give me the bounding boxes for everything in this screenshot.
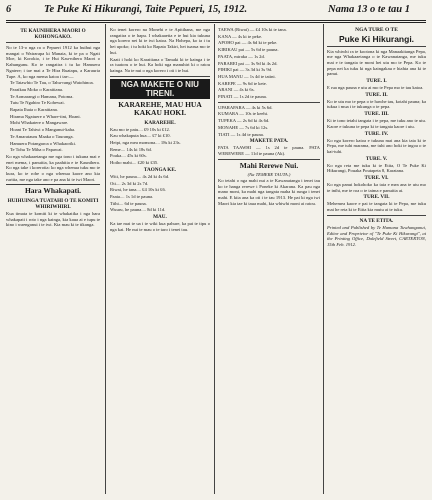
page-number: 6 (6, 4, 12, 15)
market-subheading: MAU. (153, 214, 167, 221)
price-line: ARANI — 4s ki 6s. (218, 87, 255, 93)
price-line: KANA — 4s ki te peke. (218, 33, 263, 39)
rule-title: TURE. II. (365, 91, 388, 98)
rule-text: E rua nga pauna e utu ai mo te Pepa mo te tau katoa. (327, 85, 424, 91)
column-2 (110, 27, 210, 494)
price-line: TIATI — 1s 4d te pauna. (218, 131, 264, 137)
market-line: Wuuru, he pauna.... 8d ki 11d. (110, 207, 166, 213)
member-entry: Te Aomarangi o Hamana, Potoma. (10, 93, 74, 99)
price-line: TAEWA (Riwai) — £4 10s ki te tana. (218, 27, 287, 32)
price-line: PIHIKI pai — 3s 3d ki 3s 9d. (218, 67, 273, 73)
column-1 (6, 27, 100, 494)
price-line: KUMARA — 10s te keehi. (218, 111, 269, 117)
article-body: Ko tetahi o nga mahi nui a te Kawanatanga i tenei tau ko te hanga rerewe i Poneke ki Akarana. Ka pau nga mano moni, ka mahi nga tangata maha ki runga i tenei mahi. E kiia ana ka oti i te tau 1913. He pai ki nga iwi Maori kia tae ki taua mahi, kia whiwhi moni ai ratou. (218, 177, 320, 206)
rules-intro: Kia whiwhi ra te kootona ki nga Manaakitanga Pepa, me nga Whakaaetanga o te Kawanatanga, me tuku mai e te tangata te moni hei utu mo te Pepa. Ko te pepa nei ka tuku ki nga kaingakau e hiahia ana ki te panui. (327, 48, 426, 77)
rule-text: Mehemea kaore e pai te tangata ki te Pepa, me tuku mai he reta ki te Etita kia mutu ai te tuku. (327, 201, 426, 213)
member-entry: Hamuera Potangaroa o Whakaoriki. (10, 140, 76, 146)
price-line: TUPEKA — 2s 6d ki 4s 6d. (218, 118, 270, 124)
editor-heading: NA TE ETITA. (359, 217, 394, 224)
section-subheading: HUIHUINGA TUATAHI O TE KOMITI WHIRIWHIRI. (7, 197, 99, 210)
column-divider (214, 24, 215, 494)
rule-text: Ko nga reta me tuku ki te Etita, O Te Puke Ki Hikurangi, Pouaka Poutapeta 8, Karatana. (327, 162, 426, 174)
column-divider (105, 24, 106, 494)
article-body: Ko nga whakaaetanga me nga tono i tukuna mai e enei mema, i panuitia, ka paahitia e te Kaunihera. Ko nga take i korerotia: ko nga whenua tuku mo te kura, ko te rohe o nga whenua kaore ano kia ruritia, me nga take ano e pa ana ki te iwi Maori. (6, 153, 100, 182)
article-byline: (Na TEMERE TAUTA.) (247, 172, 291, 178)
page-header (6, 4, 426, 20)
market-line: Kau mo te patu.... £9 10s ki £12. (110, 126, 170, 132)
member-entry: Te Tohu Te Miha o Papawai. (10, 147, 63, 153)
market-line: Riwai, he tana.... £4 10s ki £6. (110, 187, 166, 193)
article-heading: TE KAUNIHERA MAORI O KOHONGAKO. (20, 28, 86, 40)
member-entry: Hirama Ngatuere o Whare-tini, Hoani. (10, 113, 81, 119)
rules-masthead-top: NGA TURE O TE (355, 27, 398, 33)
member-entry: Te Taiawhio Te Tau, o Tahu-rangi Waiohinoa. (10, 80, 94, 86)
divider (327, 46, 426, 47)
price-line: HUA MANU — 1s 4d te tatini. (218, 73, 276, 79)
divider (6, 42, 100, 43)
divider (218, 159, 320, 160)
market-line: Kau whakaputa hua.... £7 ki £10. (110, 133, 171, 139)
rule-text: Ko nga panui hokohoko ka taia e mea ana te utu mo te inihi, me te roa o te taima e panuitia ai. (327, 182, 426, 193)
price-line: PINATI — 1s 2d te pauna. (218, 94, 267, 100)
rule-title: TURE. I. (366, 78, 387, 85)
section-body: PATA TAAWHI — 1s 2d te pauna. PATA WEREWERE — 11d te pauna (Ak). (218, 145, 320, 156)
market-line: Hoiho mahi.... £20 ki £35. (110, 160, 159, 166)
newspaper-title: Te Puke Ki Hikurangi, Taite Pepueri, 15, 1912. (44, 4, 248, 15)
rule-text: Ki te tono tetahi tangata i te pepa, me tuku ano te utu. Kaore e tukuna te pepa ki te tangata kaore i utu. (327, 118, 426, 129)
market-line: Witi, he pauna.... 4s 2d ki 4s 6d. (110, 173, 170, 179)
section-body: Kua timata te komiti ki te whakatika i nga hara whakapati i roto i nga kainga, kia kaua ai e tupu te kino i waenganui i te iwi. Kia mau ki te tikanga. (6, 210, 100, 228)
member-entry: Hoani Te Tahiwi o Manganui-kaha. (10, 127, 76, 133)
rule-text: Ko nga korero katoa e tukuna mai ana kia taia ki te Pepa, me tuhi marama, me tuhi ano hoki te ingoa o te kai-tuhi. (327, 137, 426, 154)
member-entry: Te Amaratauru Maaka o Tauranga. (10, 133, 74, 139)
divider (6, 184, 100, 185)
market-line: Paata.... 1s 1d te pauna. (110, 193, 154, 199)
member-entry: Mohi Whakatere o Mangaware. (10, 120, 69, 126)
market-line: Reme.... 14s ki 18s 6d. (110, 146, 152, 152)
rule-title: TURE. IV. (364, 130, 389, 137)
divider (218, 102, 320, 103)
member-entry: Paraikau Moko o Karaitiana. (10, 86, 64, 92)
rule-title: TURE. III. (364, 111, 389, 118)
issue-number: Nama 13 o te tau 1 (328, 4, 410, 15)
market-subheading: TAONGA KE. (143, 166, 177, 173)
market-line: Poaka.... 45s ki 60s. (110, 153, 147, 159)
article-paragraph: Kaati i hoki ko Karaitiana o Tamaki ki te kainga i te ra tuatoru o te hui. Ka hoki nga manuhiri ki o ratou kainga. Na te nui o nga korero i oti i te hui. (110, 56, 210, 73)
header-rule-2 (6, 22, 426, 23)
rules-masthead-title: Puke Ki Hikurangi. (338, 33, 415, 44)
market-subheading: KARAREHE. (144, 119, 176, 126)
member-entry: Tutu Te Ngahiro Te Kohewai. (10, 100, 65, 106)
article-heading: Mahi Rerewe Nui. (239, 160, 299, 170)
column-4 (327, 27, 426, 494)
markets-banner: NGA MAKETE O NIU TIRENI. (110, 79, 210, 99)
header-rule (6, 20, 426, 21)
price-line: KAREPE — 9s 6d te kete. (218, 80, 267, 86)
imprint: Printed and Published by Te Hamana Tuwhanganui, Editor and Proprietor of "Te Puke Ki Hikurangi", at the Printing Office, Dalefield Street, CARTERTON, 15th Feb. 1912. (327, 224, 426, 247)
rule-title: TURE. VII. (363, 194, 390, 201)
member-entry: Rapata Ihaia o Karaitiana. (10, 107, 58, 113)
member-list (6, 80, 100, 153)
section-heading: Hara Whakapati. (24, 186, 82, 196)
column-divider (323, 24, 324, 494)
price-line: PAATA, miraka — 1s 2d. (218, 53, 265, 59)
section-subheading: MAKETE PATA. (249, 138, 289, 145)
market-line: Tiihi.... 6d te pauna. (110, 200, 147, 206)
market-line: Oti.... 2s 3d ki 2s 7d. (110, 180, 149, 186)
market-body: Ka tae mai te ua i te wiki kua pahure, ka pai te tipu o nga kai. He nui te mau o te taro i tenei tau. (110, 221, 210, 232)
rule-text: Ko te utu mo te pepa o te hawhe tau, kotahi pauna; ka tukua i mua i te tukunga o te pepa. (327, 98, 426, 110)
article-intro: No te 13-o nga ra o Pepueri 1912 ka huihui nga mangai o Wairarapa ki Manaia, ki te pa o Ngati Moe, ki Korokio, i te Hui Kau-nihera Maori o Kahungunu. Ko te rangatira i tu ko Hamuera Ngatere; i tae mai a Te Hira Ruatapu, a Karauria Tupe. A, ko nga mema katoa i tae:— (6, 45, 100, 79)
rule-title: TURE. V. (365, 155, 388, 162)
article-paragraph: Ko tenei korero na Monehi e te Apitihana, me nga rangatira o te hapu. I whakaaetia e te hui kia tukuna nga korero nei ki te iwi katoa. Na Hohepa, ko ia i tu hei upoko; i tu hoki ko Rapata Takiri, hei tuarua mo te hui. (110, 27, 210, 55)
price-line: KIRIKAU pai — 5s 6d te pauna. (218, 47, 279, 53)
price-line: MONAHE — 7s 6d ki 12s. (218, 124, 269, 130)
market-line: Heipi, nga mea momona.... 18s ki 23s. (110, 140, 181, 146)
price-line: UPARAPARA — 4s ki 5s 6d. (218, 104, 273, 110)
divider (110, 76, 210, 77)
price-line: APOHO pai — 4s 6d ki te peke. (218, 40, 278, 46)
price-line: PARAREI pai — 3s 9d ki 4s 2d. (218, 60, 278, 66)
divider (327, 215, 426, 216)
column-3 (218, 27, 320, 494)
market-heading: KARAREHE, MAU HUA KAKAU HOKI. (118, 99, 202, 118)
rule-title: TURE. VI. (364, 175, 389, 182)
